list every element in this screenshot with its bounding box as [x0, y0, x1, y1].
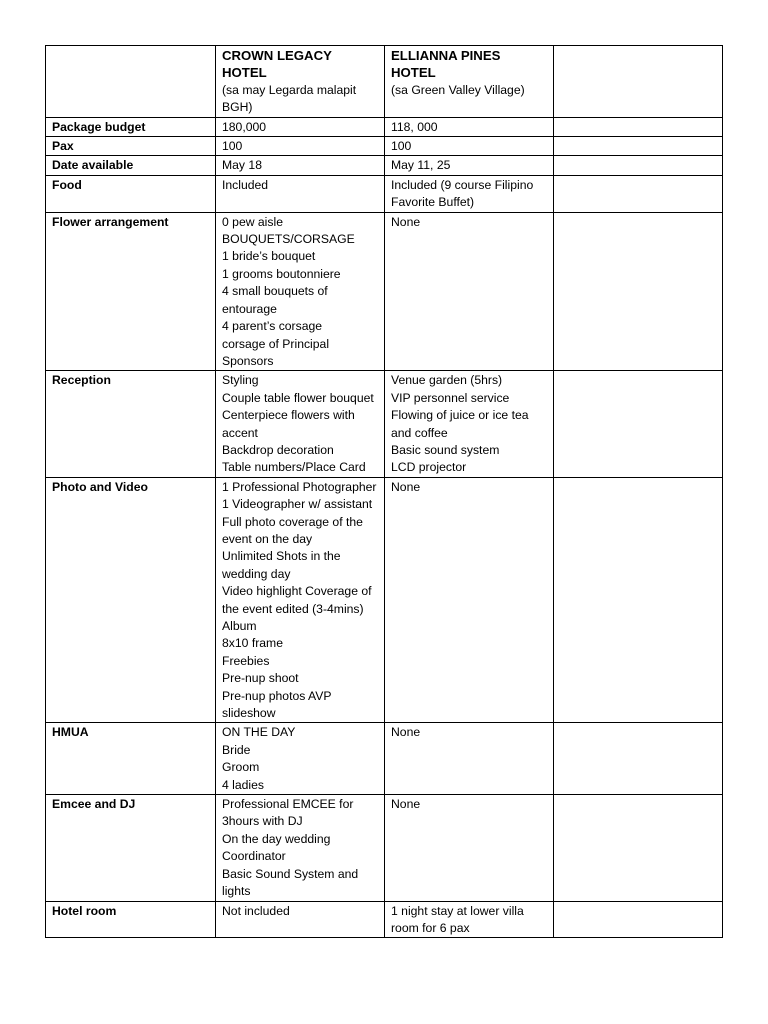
hotel1-item: Couple table flower bouquet	[222, 390, 374, 405]
row-label: HMUA	[46, 723, 216, 795]
hotel1-cell	[216, 117, 385, 136]
hotel1-item: 0 pew aisle	[222, 214, 283, 229]
row-label: Photo and Video	[46, 477, 216, 723]
extra-cell	[554, 723, 723, 795]
header-row	[46, 46, 723, 118]
hotel1-item: 1 Videographer w/ assistant	[222, 497, 373, 512]
hotel1-item: Unlimited Shots in the wedding day	[222, 549, 341, 581]
hotel1-item: Centerpiece flowers with accent	[222, 408, 355, 440]
hotel2-location: (sa Green Valley Village)	[391, 82, 525, 97]
hotel2-cell	[385, 477, 554, 723]
extra-cell	[554, 175, 723, 212]
hotel2-item: 100	[391, 139, 412, 154]
hotel1-item: 1 grooms boutonniere	[222, 266, 341, 281]
hotel1-item: Basic Sound System and lights	[222, 866, 359, 899]
hotel1-item: May 18	[222, 158, 262, 173]
hotel1-name: CROWN LEGACY HOTEL	[222, 48, 332, 81]
comparison-table	[45, 45, 723, 938]
extra-cell	[554, 371, 723, 477]
hotel1-item: On the day wedding Coordinator	[222, 831, 331, 864]
row-label: Pax	[46, 137, 216, 156]
table-row	[46, 117, 723, 136]
hotel1-item: Pre-nup photos AVP slideshow	[222, 688, 332, 721]
table-row	[46, 137, 723, 156]
table-row	[46, 212, 723, 371]
hotel2-item: None	[391, 725, 421, 740]
hotel2-name: ELLIANNA PINES HOTEL	[391, 48, 501, 81]
hotel2-item: LCD projector	[391, 460, 467, 475]
extra-cell	[554, 117, 723, 136]
row-label: Date available	[46, 156, 216, 175]
hotel1-item: Included	[222, 177, 269, 192]
extra-cell	[554, 212, 723, 371]
hotel1-item: ON THE DAY	[222, 725, 296, 740]
header-empty-cell	[46, 46, 216, 118]
hotel1-item: Bride	[222, 742, 251, 757]
table-row	[46, 175, 723, 212]
hotel1-item: 8x10 frame	[222, 636, 283, 651]
hotel2-cell	[385, 371, 554, 477]
hotel2-item: 118, 000	[391, 119, 438, 134]
hotel1-cell	[216, 156, 385, 175]
row-label: Emcee and DJ	[46, 795, 216, 901]
row-label: Food	[46, 175, 216, 212]
hotel1-item: Professional EMCEE for 3hours with DJ	[222, 797, 354, 829]
hotel1-item: Not included	[222, 903, 290, 918]
hotel1-item: Groom	[222, 760, 260, 775]
row-label: Hotel room	[46, 901, 216, 938]
hotel2-item: None	[391, 214, 421, 229]
hotel1-cell	[216, 137, 385, 156]
hotel2-cell	[385, 175, 554, 212]
hotel2-cell	[385, 901, 554, 938]
hotel2-item: Venue garden (5hrs)	[391, 373, 503, 388]
hotel1-cell	[216, 723, 385, 795]
extra-cell	[554, 477, 723, 723]
hotel1-item: Table numbers/Place Card	[222, 460, 366, 475]
hotel1-cell	[216, 477, 385, 723]
hotel1-item: 4 small bouquets of entourage	[222, 284, 328, 316]
hotel1-item: 1 bride’s bouquet	[222, 249, 316, 264]
table-row	[46, 723, 723, 795]
hotel2-cell	[385, 156, 554, 175]
hotel1-cell	[216, 371, 385, 477]
extra-header-cell	[554, 46, 723, 118]
extra-cell	[554, 901, 723, 938]
hotel1-item: Pre-nup shoot	[222, 671, 299, 686]
hotel2-header-cell	[385, 46, 554, 118]
hotel1-item: corsage of Principal Sponsors	[222, 336, 330, 368]
table-row	[46, 371, 723, 477]
hotel2-item: Basic sound system	[391, 442, 500, 457]
hotel2-cell	[385, 795, 554, 901]
row-label: Package budget	[46, 117, 216, 136]
hotel2-cell	[385, 137, 554, 156]
hotel2-cell	[385, 212, 554, 371]
hotel1-item: BOUQUETS/CORSAGE	[222, 232, 355, 247]
hotel1-item: Video highlight Coverage of the event edited (3-4mins)	[222, 584, 372, 616]
hotel1-cell	[216, 175, 385, 212]
hotel2-cell	[385, 117, 554, 136]
hotel1-item: Backdrop decoration	[222, 442, 334, 457]
hotel1-item: Album	[222, 619, 257, 633]
hotel2-item: May 11, 25	[391, 158, 451, 173]
table-body	[46, 46, 723, 938]
hotel2-item: VIP personnel service	[391, 390, 510, 405]
hotel2-item: None	[391, 479, 421, 494]
hotel1-item: Full photo coverage of the event on the day	[222, 514, 363, 546]
table-row	[46, 795, 723, 901]
hotel1-item: 100	[222, 139, 243, 154]
hotel2-item: 1 night stay at lower villa room for 6 pax	[391, 903, 524, 935]
table-row	[46, 156, 723, 175]
hotel1-item: Styling	[222, 373, 259, 388]
hotel1-cell	[216, 212, 385, 371]
extra-cell	[554, 156, 723, 175]
hotel2-cell	[385, 723, 554, 795]
hotel1-item: Freebies	[222, 653, 270, 668]
hotel2-item: Included (9 course Filipino Favorite Buffet)	[391, 177, 534, 210]
hotel2-item: Flowing of juice or ice tea and coffee	[391, 408, 529, 440]
hotel1-cell	[216, 901, 385, 938]
hotel1-item: 4 parent’s corsage	[222, 319, 323, 334]
hotel1-header-cell	[216, 46, 385, 118]
row-label: Flower arrangement	[46, 212, 216, 371]
hotel1-item: 1 Professional Photographer	[222, 479, 377, 494]
table-row	[46, 901, 723, 938]
hotel2-item: None	[391, 797, 421, 812]
table-row	[46, 477, 723, 723]
hotel1-location: (sa may Legarda malapit BGH)	[222, 82, 357, 115]
hotel1-item: 180,000	[222, 119, 267, 134]
hotel1-item: 4 ladies	[222, 777, 265, 792]
row-label: Reception	[46, 371, 216, 477]
extra-cell	[554, 137, 723, 156]
extra-cell	[554, 795, 723, 901]
hotel1-cell	[216, 795, 385, 901]
